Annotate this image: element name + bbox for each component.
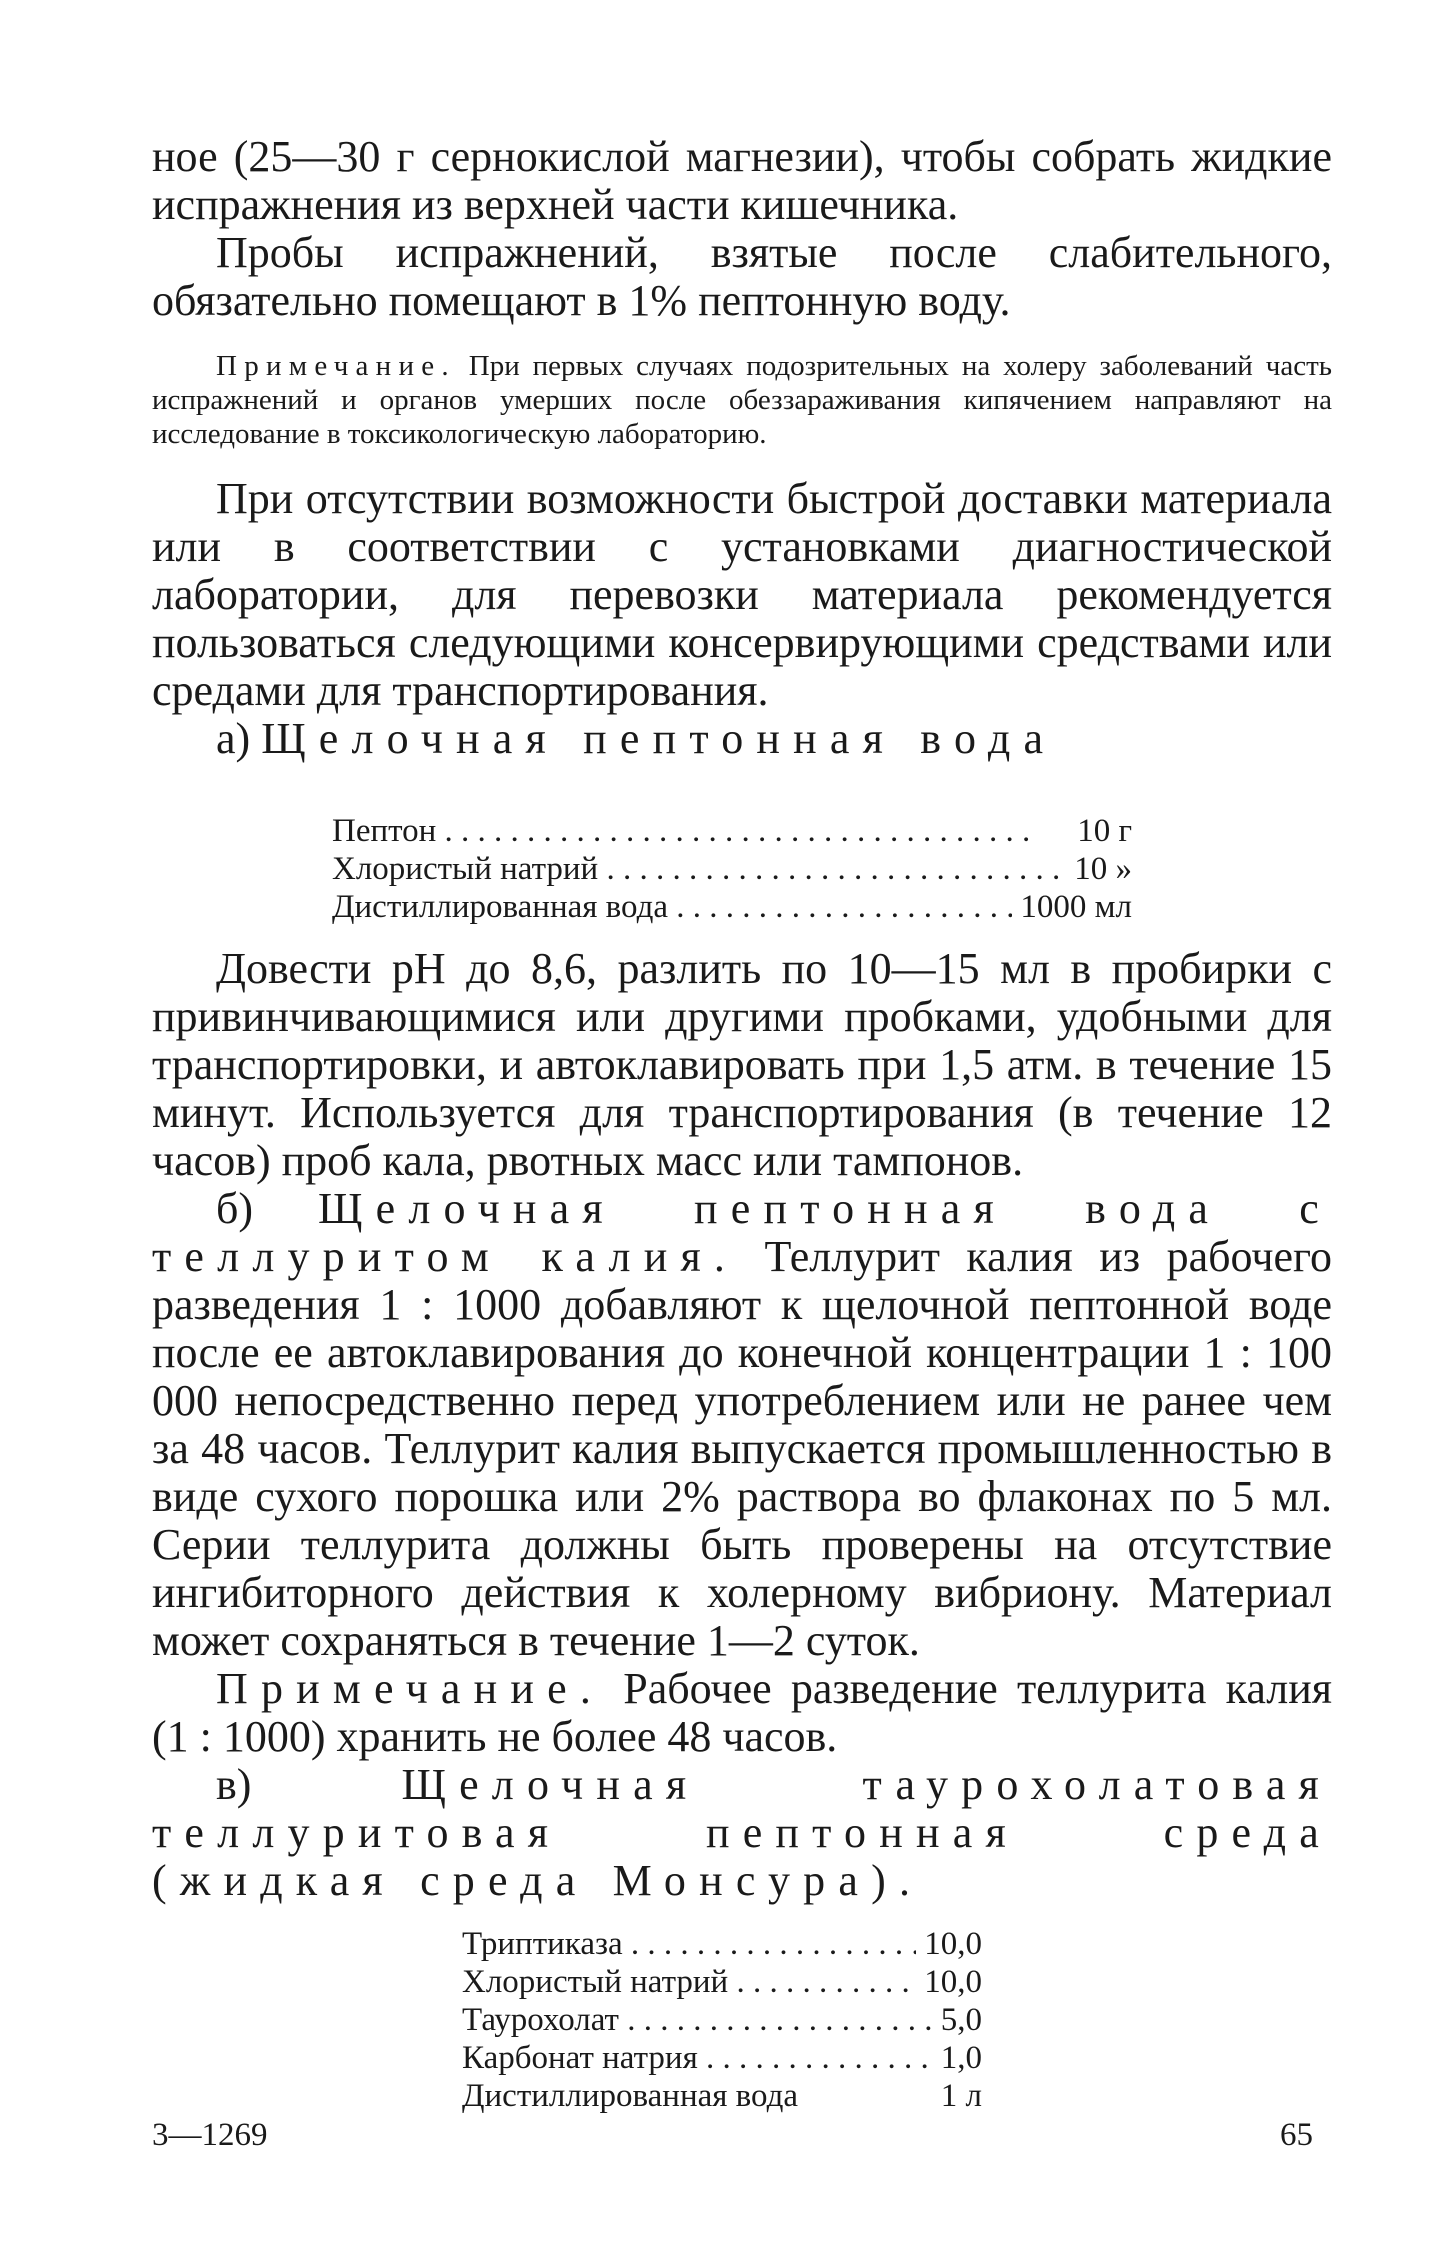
medium-a-title: Щелочная пептонная вода [261, 714, 1057, 763]
medium-b-prefix: б) [216, 1184, 319, 1233]
medium-a-prefix: а) [216, 714, 262, 763]
ingredient-name: Пептон . . . [332, 812, 1030, 850]
ingredient-name: Триптиказа . . . [462, 1925, 916, 1963]
footer-signature-mark: 3—1269 [152, 2117, 268, 2153]
note-text: Рабочее разведение теллурита калия (1 : 1000) хранить не более 48 часов. [152, 1664, 1332, 1761]
medium-c-title: Щелочная таурохолатовая теллуритовая пептонная среда (жидкая среда Монсура). [152, 1760, 1332, 1905]
ingredient-quantity: 1,0 [940, 2040, 982, 2076]
ingredient-name: Дистиллированная вода . . . [332, 888, 1012, 926]
ingredient-name: Таурохолат . . . [462, 2001, 933, 2039]
heading-medium-a [152, 715, 1332, 763]
recipe-row [332, 812, 1132, 850]
paragraph-transport-media: При отсутствии возможности быстрой доставки материала или в соответствии с установками диагностической лаборатории, для перевозки материала рекомендуется пользоваться следующими консервирующими средствами или средами для транспортирования. [152, 474, 1332, 715]
recipe-row [462, 1925, 982, 1963]
ingredient-quantity: 1000 мл [1020, 889, 1132, 925]
body-text-continued [152, 945, 1332, 1905]
ingredient-name: Карбонат натрия . . . [462, 2039, 933, 2077]
paragraph-continuation: ное (25—30 г сернокислой магнезии), чтобы собрать жидкие испражнения из верхней части кишечника. [152, 132, 1332, 229]
note-working-dilution [152, 1665, 1332, 1761]
paragraph-stool-samples: Пробы испражнений, взятые после слабительного, обязательно помещают в 1% пептонную воду. [152, 228, 1332, 325]
recipe-row [332, 888, 1132, 926]
note-label: Примечание. [216, 1664, 605, 1713]
recipe-table-a [332, 812, 1132, 926]
ingredient-quantity: 10,0 [924, 1964, 982, 2000]
recipe-row [462, 2001, 982, 2039]
recipe-row [462, 1963, 982, 2001]
body-text [152, 133, 1332, 763]
ingredient-name: Хлористый натрий . . . [332, 850, 1066, 888]
note-text: При первых случаях подозрительных на холеру заболеваний часть испражнений и органов умерших после обеззараживания кипячением направляют на исследование в токсикологическую лабораторию. [152, 350, 1332, 450]
medium-c-prefix: в) [216, 1760, 402, 1809]
recipe-table-c [462, 1925, 982, 2115]
ingredient-name: Дистиллированная вода [462, 2078, 799, 2114]
heading-medium-c [152, 1761, 1332, 1905]
ingredient-quantity: 10 г [1077, 813, 1132, 849]
medium-b-title: Щелочная пептонная вода с теллуритом калия. [152, 1184, 1332, 1281]
ingredient-name: Хлористый натрий . . . [462, 1963, 916, 2001]
recipe-row [332, 850, 1132, 888]
paragraph-preparation: Довести рН до 8,6, разлить по 10—15 мл в пробирки с привинчивающимися или другими пробками, удобными для транспортировки, и автоклавировать при 1,5 атм. в течение 15 минут. Используется для транспортирования (в течение 12 часов) проб кала, рвотных масс или тампонов. [152, 944, 1332, 1185]
note-toxicology [152, 349, 1332, 451]
recipe-row [462, 2077, 982, 2115]
recipe-row [462, 2039, 982, 2077]
ingredient-quantity: 10 » [1074, 851, 1132, 887]
ingredient-quantity: 10,0 [924, 1926, 982, 1962]
paragraph-medium-b [152, 1185, 1332, 1665]
note-label: Примечание. [216, 350, 456, 382]
medium-b-text: Теллурит калия из рабочего разведения 1 : 1000 добавляют к щелочной пептонной воде после ее автоклавирования до конечной концентрации 1 : 100 000 непосредственно перед употреблением или не ранее чем за 48 часов. Теллурит калия выпускается промышленностью в виде сухого порошка или 2% раствора во флаконах по 5 мл. Серии теллурита должны быть проверены на отсутствие ингибиторного действия к холерному вибриону. Материал может сохраняться в течение 1—2 суток. [152, 1232, 1332, 1665]
page-number: 65 [1280, 2117, 1313, 2153]
ingredient-quantity: 5,0 [940, 2002, 982, 2038]
ingredient-quantity: 1 л [940, 2078, 982, 2114]
